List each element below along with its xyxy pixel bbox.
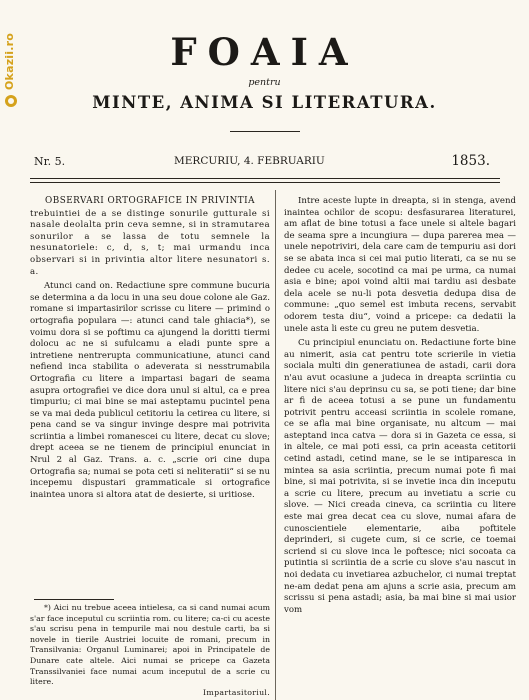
newspaper-title: FOAIA <box>170 30 359 74</box>
left-column <box>30 196 270 504</box>
issue-number: Nr. 5. <box>34 155 66 168</box>
watermark-text: Okazii.ro <box>3 33 16 90</box>
column-divider <box>275 190 276 700</box>
footnote-divider <box>34 599 114 600</box>
issue-date: MERCURIU, 4. FEBRUARIU <box>174 155 325 167</box>
footnote-text: *) Aici nu trebue aceea intielesa, ca si cand numai acum s'ar face inceputul cu scriintia rom. cu litere; ca-ci cu aceste s'au scrisu pena in tempurile mai nou destule carti, ba si novele in tierile Austriei locuite de romani, precum in Transilvania: Organul Luminarei; apoi in Principatele de Dunare cate altele. Aici numai se pricepe ca Gazeta Transsilvaniei face numai acum inceputul de a scrie cu litere. <box>30 603 270 687</box>
article-paragraph: Atunci cand on. Redactiune spre commune bucuria se determina a da locu in una seu doue colone ale Gaz. romane si impartasirilor scrisse cu litere — primind o ortografia populara —: atunci cand tale ghiacia*), se voimu dora si se poftimu ca ajungend la doritti tiermi dolocu ac ne si sufulcamu a eladi punte spre a intretiene nentrerupta communicatiune, atunci cand nefiend inca stabilita o adeverata si nesstrumabila Ortografia cu litere a impartasi bagari de seama asupra ortografiei ve dice dora unul si altul, ca e prea timpuriu; ci mai bine se mai asteptamu pucintel pena se va mai deda publicul cetitoriu la cetirea cu litere, si pena cand se va singur invinge despre mai potrivita scriintia a limbei romanescei cu litere, decat cu slove; drept aceea se ne tienem de principiul enunciat in Nrul 2 al Gaz. Trans. a. c. „scrie ori cine dupa Ortografia sa; numai se pota ceti si neliteratii“ si se nu incepemu dispustari grammaticale si ortografice inaintea unora si altora atat de desierte, si uritiose. <box>30 281 270 500</box>
article-paragraph: Intre aceste lupte in dreapta, si in stenga, avend inaintea ochilor de scopu: desfasurarea literaturei, am aflat de bine totusi a face unele si altele bagari de seama spre a incungiura — dupa parerea mea — unele nepotriviri, dela care cam de tempuriu asi dori se se abata inca si cei mai putio literati, ca se nu se dedee cu acele, socotind ca mai pe urma, ca numai asia e bine; apoi voind altii mai tardiu asi desbate dela acele se nu-li pota desvetia dedupa disa de commune: „quo semel est imbuta recens, servabit odorem testa diu“, voind a pricepe: ca dedatii la unele asta li este cu greu ne putem desvetia. <box>284 196 516 334</box>
masthead <box>0 30 529 113</box>
title-connector: pentru <box>248 77 281 88</box>
issue-year: 1853. <box>451 153 490 169</box>
article-intro: trebuintiei de a se distinge sonurile gutturale si nasale deolalta prin ceva semne, si in stramutarea sonurilor a se lassa de totu semnele la nesunatoriele: c, d, s, t; mai urmandu inca observari si in privintia altor litere nesunatori s. a. <box>30 208 270 277</box>
footnote <box>30 603 270 698</box>
article-paragraph: Cu principiul enunciatu on. Redactiune forte bine au nimerit, asia cat pentru tote scrierile in vietia sociala multi din generatiunea de astadi, carii dora n'au avut ocasiune a judeca in dreapta scriintia cu litere nici s'au deprinsu cu sa, se poti tiene; dar bine ar fi de aceea totusi a se pune un fundamentu potrivit pentru acceasi scriintia in scolele romane, ce se afla mai bine organisate, nu altcum — mai asteptand inca catva — dora si in Gazeta ce essa, si in altele, ce mai poti essi, ca prin aceasta cetitorii cetind astadi, cetind mane, se le se intiparesca in mintea sa asia scriintia, precum numai pote fi mai bine, si mai potrivita, si se invetie inca din inceputu a scrie cu litere, precum au invetiatu a scrie cu slove. — Nici creada cineva, ca scriintia cu litere este mai grea decat cea cu slove, numai afara de cunoscientiele elementarie, aiba poftitele deprinderi, si cugete cum, si ce scrie, ce toemai scriend si cu slove inca le poftesce; nici socoata ca putintia si scriintia de a scrie cu slove s'au nascut in noi dedata cu invetiarea azbuchelor, ci numai treptat ne-am dedat pena am ajuns a scrie asia, precum am scrissu si pena astadi; asia, ba mai bine si mai usior vom <box>284 338 516 615</box>
article-heading: OBSERVARI ORTOGRAFICE IN PRIVINTIA <box>45 196 255 206</box>
right-column <box>284 196 516 619</box>
footnote-signature: Impartasitoriul. <box>203 687 270 697</box>
newspaper-subtitle: MINTE, ANIMA SI LITERATURA. <box>92 93 437 112</box>
issue-line <box>34 153 490 171</box>
header-double-rule <box>30 178 500 183</box>
masthead-divider <box>230 131 300 132</box>
